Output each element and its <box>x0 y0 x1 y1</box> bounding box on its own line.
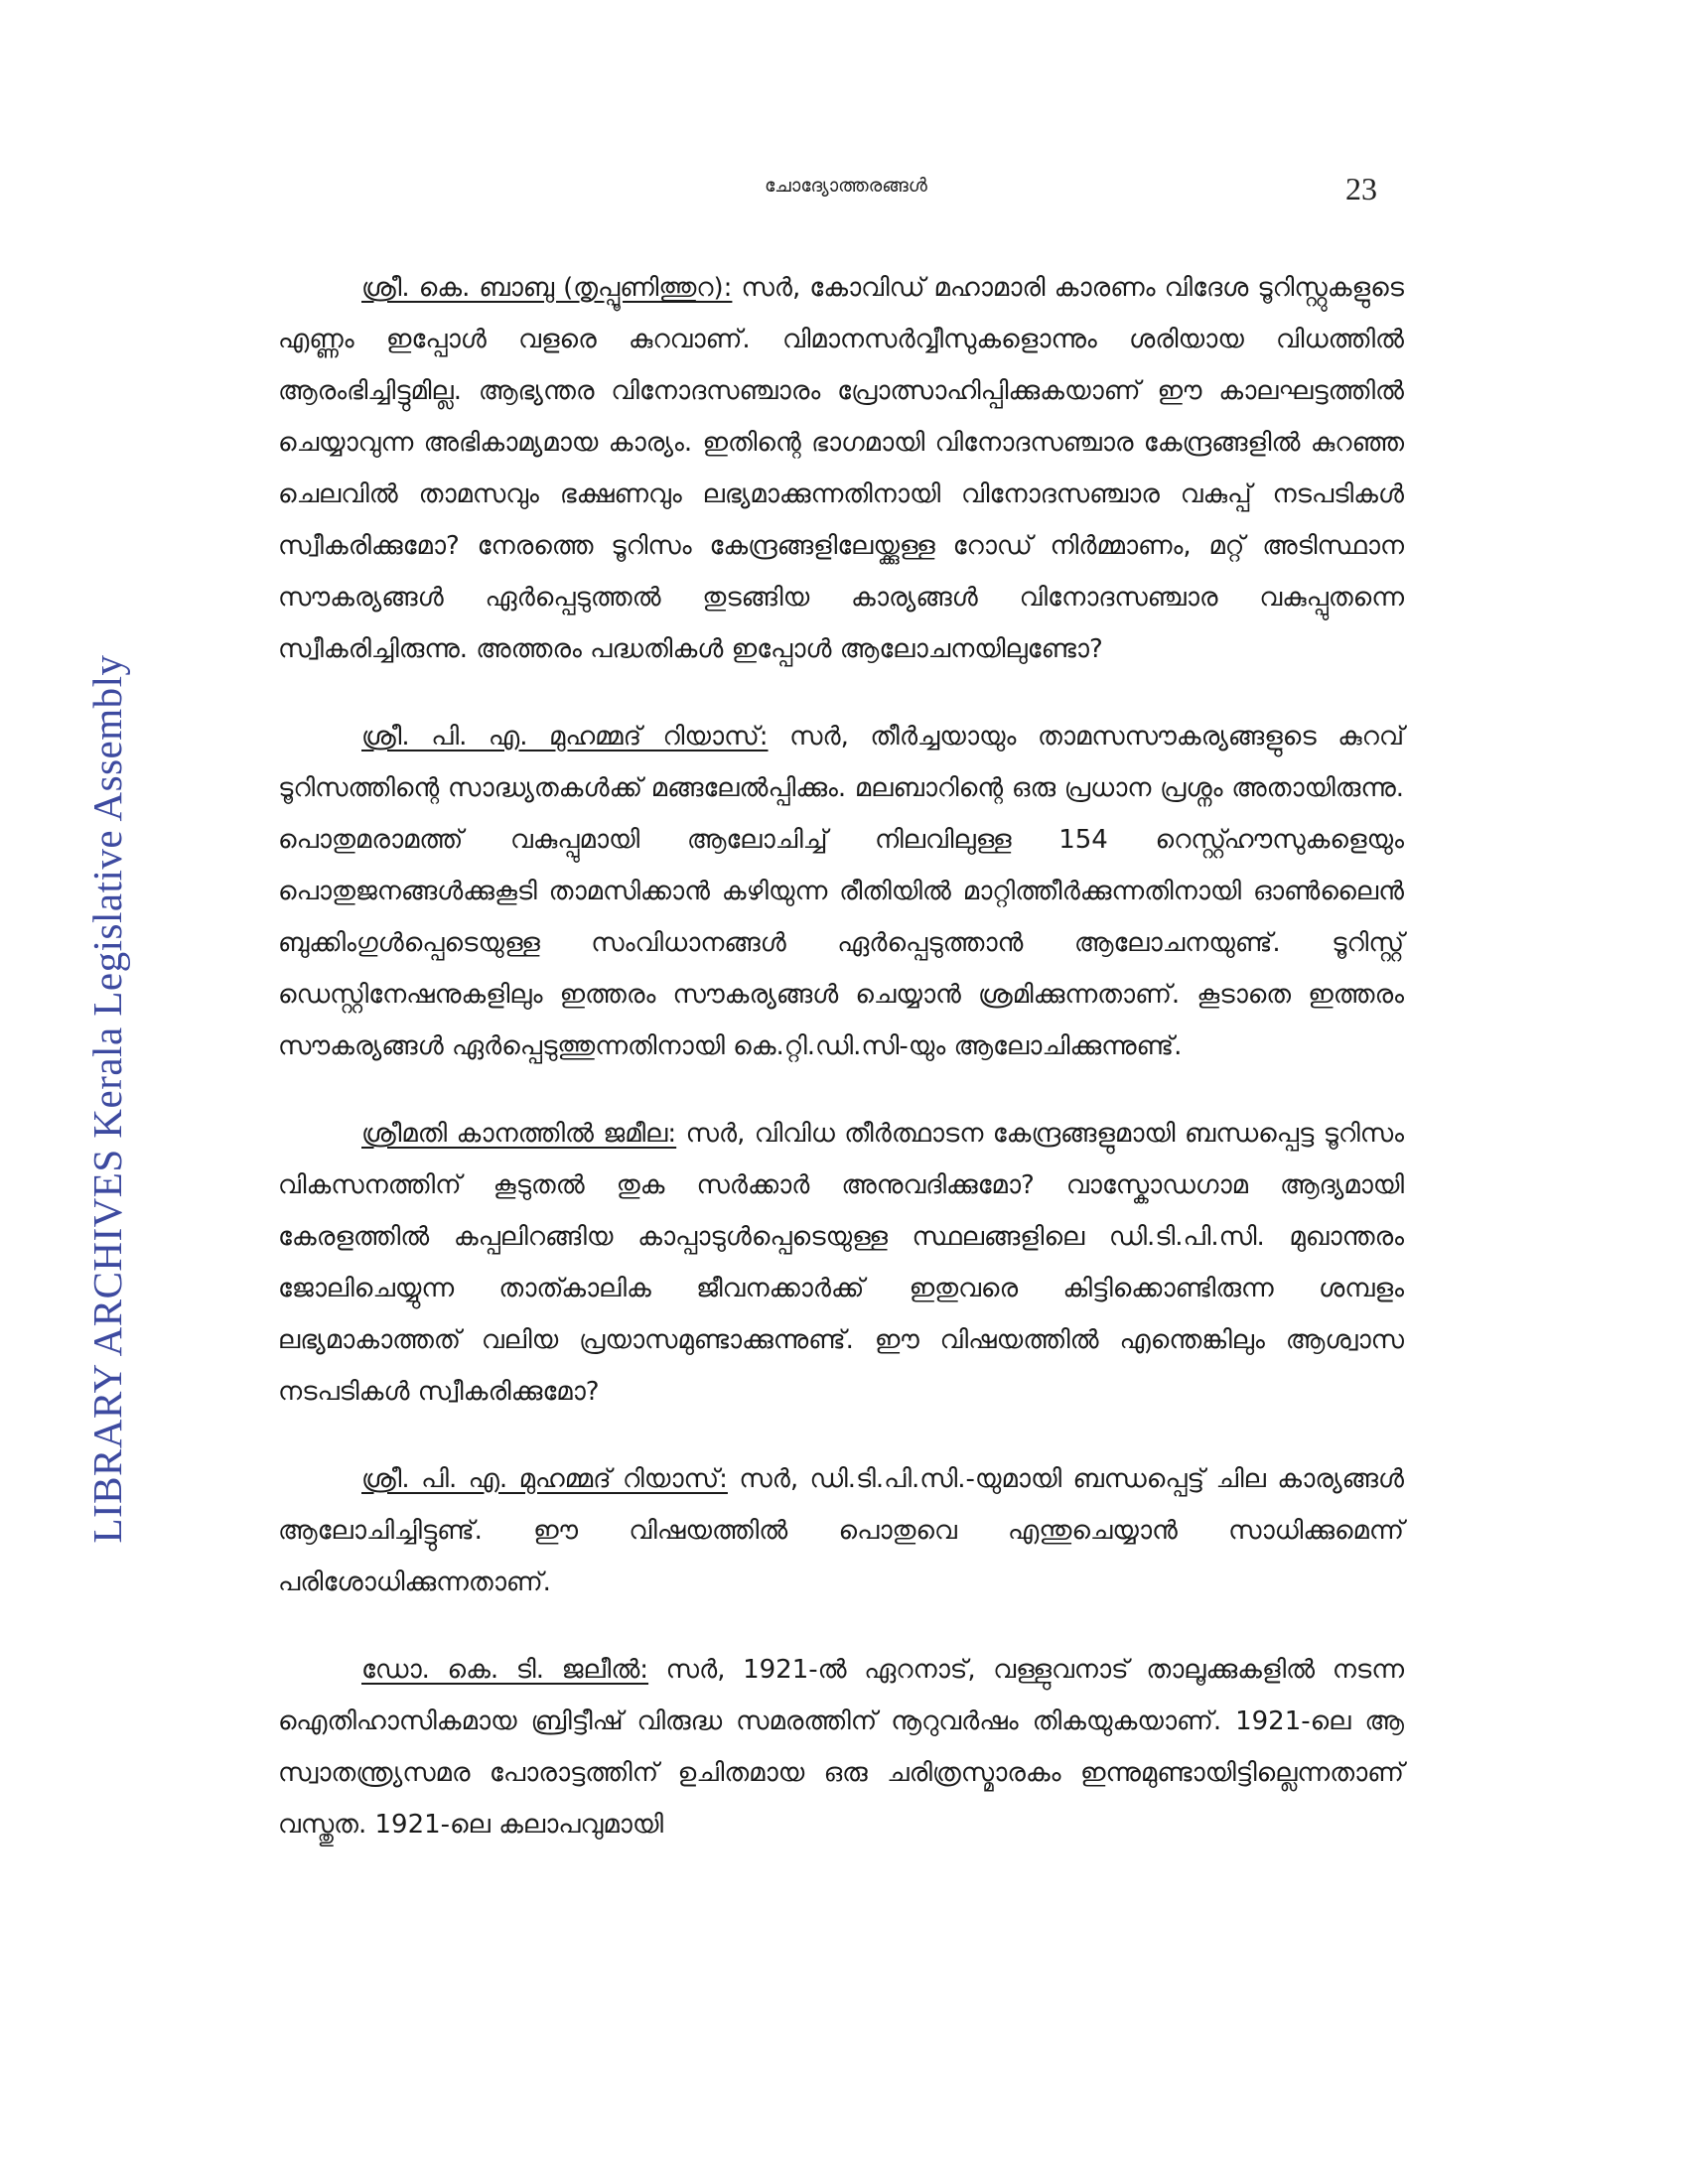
library-archives-watermark: LIBRARY ARCHIVES Kerala Legislative Assembly <box>84 654 130 1544</box>
paragraph-text: സർ, വിവിധ തീർത്ഥാടന കേന്ദ്രങ്ങളുമായി ബന്ധപ്പെട്ട ടൂറിസം വികസനത്തിന് കൂടുതൽ തുക സർക്കാർ അനുവദിക്കുമോ? വാസ്കോഡഗാമ ആദ്യമായി കേരളത്തിൽ കപ്പലിറങ്ങിയ കാപ്പാടുൾപ്പെടെയുള്ള സ്ഥലങ്ങളിലെ ഡി.ടി.പി.സി. മുഖാന്തരം ജോലിചെയ്യുന്ന താത്കാലിക ജീവനക്കാർക്ക് ഇതുവരെ കിട്ടിക്കൊണ്ടിരുന്ന ശമ്പളം ലഭ്യമാകാത്തത് വലിയ പ്രയാസമുണ്ടാക്കുന്നുണ്ട്. ഈ വിഷയത്തിൽ എന്തെങ്കിലും ആശ്വാസ നടപടികൾ സ്വീകരിക്കുമോ? <box>278 1119 1404 1407</box>
page-number: 23 <box>1345 171 1377 206</box>
paragraph-riyas-answer-1 <box>278 711 1404 1072</box>
speaker-name: ശ്രീ. പി. എ. മുഹമ്മദ് റിയാസ്: <box>361 722 769 751</box>
running-header <box>0 171 1688 210</box>
speaker-name: ശ്രീമതി കാനത്തിൽ ജമീല: <box>361 1119 677 1149</box>
paragraph-text: സർ, 1921-ൽ ഏറനാട്, വള്ളുവനാട് താലൂക്കുകളിൽ നടന്ന ഐതിഹാസികമായ ബ്രിട്ടീഷ് വിരുദ്ധ സമരത്തിന് നൂറുവർഷം തികയുകയാണ്. 1921-ലെ ആ സ്വാതന്ത്ര്യസമര പോരാട്ടത്തിന് ഉചിതമായ ഒരു ചരിത്രസ്മാരകം ഇന്നുമുണ്ടായിട്ടില്ലെന്നതാണ് വസ്തുത. 1921-ലെ കലാപവുമായി <box>278 1655 1404 1840</box>
header-title: ചോദ്യോത്തരങ്ങൾ <box>765 175 927 197</box>
paragraph-jameela-question <box>278 1108 1404 1418</box>
paragraph-text: സർ, തീർച്ചയായും താമസസൗകര്യങ്ങളുടെ കുറവ് ടൂറിസത്തിന്റെ സാദ്ധ്യതകൾക്ക് മങ്ങലേൽപ്പിക്കും. മലബാറിന്റെ ഒരു പ്രധാന പ്രശ്നം അതായിരുന്നു. പൊതുമരാമത്ത് വകുപ്പുമായി ആലോചിച്ച് നിലവിലുള്ള 154 റെസ്റ്റ്ഹൗസുകളെയും പൊതുജനങ്ങൾക്കുകൂടി താമസിക്കാൻ കഴിയുന്ന രീതിയിൽ മാറ്റിത്തീർക്കുന്നതിനായി ഓൺലൈൻ ബുക്കിംഗുൾപ്പെടെയുള്ള സംവിധാനങ്ങൾ ഏർപ്പെടുത്താൻ ആലോചനയുണ്ട്. ടൂറിസ്റ്റ് ഡെസ്റ്റിനേഷനുകളിലും ഇത്തരം സൗകര്യങ്ങൾ ചെയ്യാൻ ശ്രമിക്കുന്നതാണ്. കൂടാതെ ഇത്തരം സൗകര്യങ്ങൾ ഏർപ്പെടുത്തുന്നതിനായി കെ.റ്റി.ഡി.സി-യും ആലോചിക്കുന്നുണ്ട്. <box>278 722 1404 1061</box>
paragraph-babu-question <box>278 262 1404 675</box>
speaker-name: ശ്രീ. പി. എ. മുഹമ്മദ് റിയാസ്: <box>361 1464 728 1494</box>
paragraph-riyas-answer-2 <box>278 1453 1404 1608</box>
paragraph-text: സർ, ഡി.ടി.പി.സി.-യുമായി ബന്ധപ്പെട്ട് ചില കാര്യങ്ങൾ ആലോചിച്ചിട്ടുണ്ട്. ഈ വിഷയത്തിൽ പൊതുവെ എന്തുചെയ്യാൻ സാധിക്കുമെന്ന് പരിശോധിക്കുന്നതാണ്. <box>278 1464 1404 1597</box>
speaker-name: ഡോ. കെ. ടി. ജലീൽ: <box>361 1655 649 1685</box>
paragraph-text: സർ, കോവിഡ് മഹാമാരി കാരണം വിദേശ ടൂറിസ്റ്റുകളുടെ എണ്ണം ഇപ്പോൾ വളരെ കുറവാണ്. വിമാനസർവ്വീസുകളൊന്നും ശരിയായ വിധത്തിൽ ആരംഭിച്ചിട്ടുമില്ല. ആഭ്യന്തര വിനോദസഞ്ചാരം പ്രോത്സാഹിപ്പിക്കുകയാണ് ഈ കാലഘട്ടത്തിൽ ചെയ്യാവുന്ന അഭികാമ്യമായ കാര്യം. ഇതിന്റെ ഭാഗമായി വിനോദസഞ്ചാര കേന്ദ്രങ്ങളിൽ കുറഞ്ഞ ചെലവിൽ താമസവും ഭക്ഷണവും ലഭ്യമാക്കുന്നതിനായി വിനോദസഞ്ചാര വകുപ്പ് നടപടികൾ സ്വീകരിക്കുമോ? നേരത്തെ ടൂറിസം കേന്ദ്രങ്ങളിലേയ്ക്കുള്ള റോഡ് നിർമ്മാണം, മറ്റ് അടിസ്ഥാന സൗകര്യങ്ങൾ ഏർപ്പെടുത്തൽ തുടങ്ങിയ കാര്യങ്ങൾ വിനോദസഞ്ചാര വകുപ്പുതന്നെ സ്വീകരിച്ചിരുന്നു. അത്തരം പദ്ധതികൾ ഇപ്പോൾ ആലോചനയിലുണ്ടോ? <box>278 273 1404 664</box>
speaker-name: ശ്രീ. കെ. ബാബു (തൃപ്പൂണിത്തുറ): <box>361 273 733 303</box>
paragraph-jaleel-question <box>278 1644 1404 1850</box>
page-body <box>278 262 1404 1886</box>
